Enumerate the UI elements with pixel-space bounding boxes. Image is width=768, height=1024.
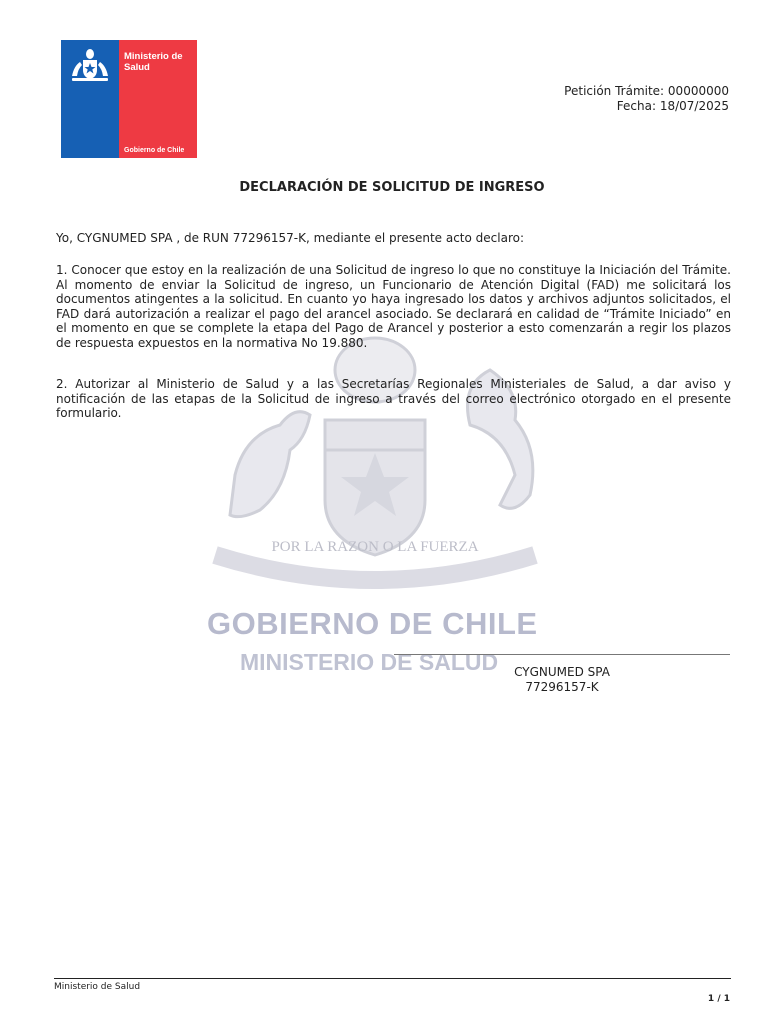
declaration-clause-1: 1. Conocer que estoy en la realización de una Solicitud de ingreso lo que no constituye la Iniciación del Trámite. Al momento de enviar la Solicitud de ingreso, un Funcionario de Atención Digital (FAD) me solicitará los documentos atingentes a la solicitud. En cuanto yo haya ingresado los datos y archivos adjuntos solicitados, el FAD dará autorización a realizar el pago del arancel asociado. Se declarará en calidad de “Trámite Iniciado” en el momento en que se complete la etapa del Pago de Arancel y posterior a esto comenzarán a regir los plazos de respuesta expuestos en la normativa No 19.880. (56, 263, 731, 350)
watermark-ministry-text: MINISTERIO DE SALUD (240, 649, 499, 675)
page-number: 1 / 1 (707, 994, 730, 1004)
declaration-clause-2: 2. Autorizar al Ministerio de Salud y a las Secretarías Regionales Ministeriales de Salud, a dar aviso y notificación de las etapas de la Solicitud de ingreso a través del correo electrónico otorgado en el presente formulario. (56, 377, 731, 420)
watermark-government-text: GOBIERNO DE CHILE (207, 606, 538, 641)
watermark-motto: POR LA RAZON O LA FUERZA (271, 539, 479, 555)
declaration-intro: Yo, CYGNUMED SPA , de RUN 77296157-K, mediante el presente acto declaro: (56, 231, 525, 245)
coat-of-arms-icon (66, 46, 114, 86)
document-title: DECLARACIÓN DE SOLICITUD DE INGRESO (239, 180, 545, 195)
signer-run: 77296157-K (525, 679, 599, 694)
signature-line (394, 654, 730, 655)
signer-name: CYGNUMED SPA (514, 665, 610, 679)
ministry-logo (61, 40, 197, 158)
footer-divider (54, 978, 731, 979)
logo-government-text: Gobierno de Chile (124, 147, 185, 154)
request-date: Fecha: 18/07/2025 (616, 98, 729, 113)
request-number: Petición Trámite: 00000000 (564, 84, 729, 98)
coat-of-arms-watermark (175, 325, 575, 600)
signature-block (496, 665, 628, 694)
request-info (564, 84, 729, 113)
footer-ministry: Ministerio de Salud (54, 982, 141, 992)
logo-ministry-text: Ministerio de Salud (124, 51, 183, 73)
